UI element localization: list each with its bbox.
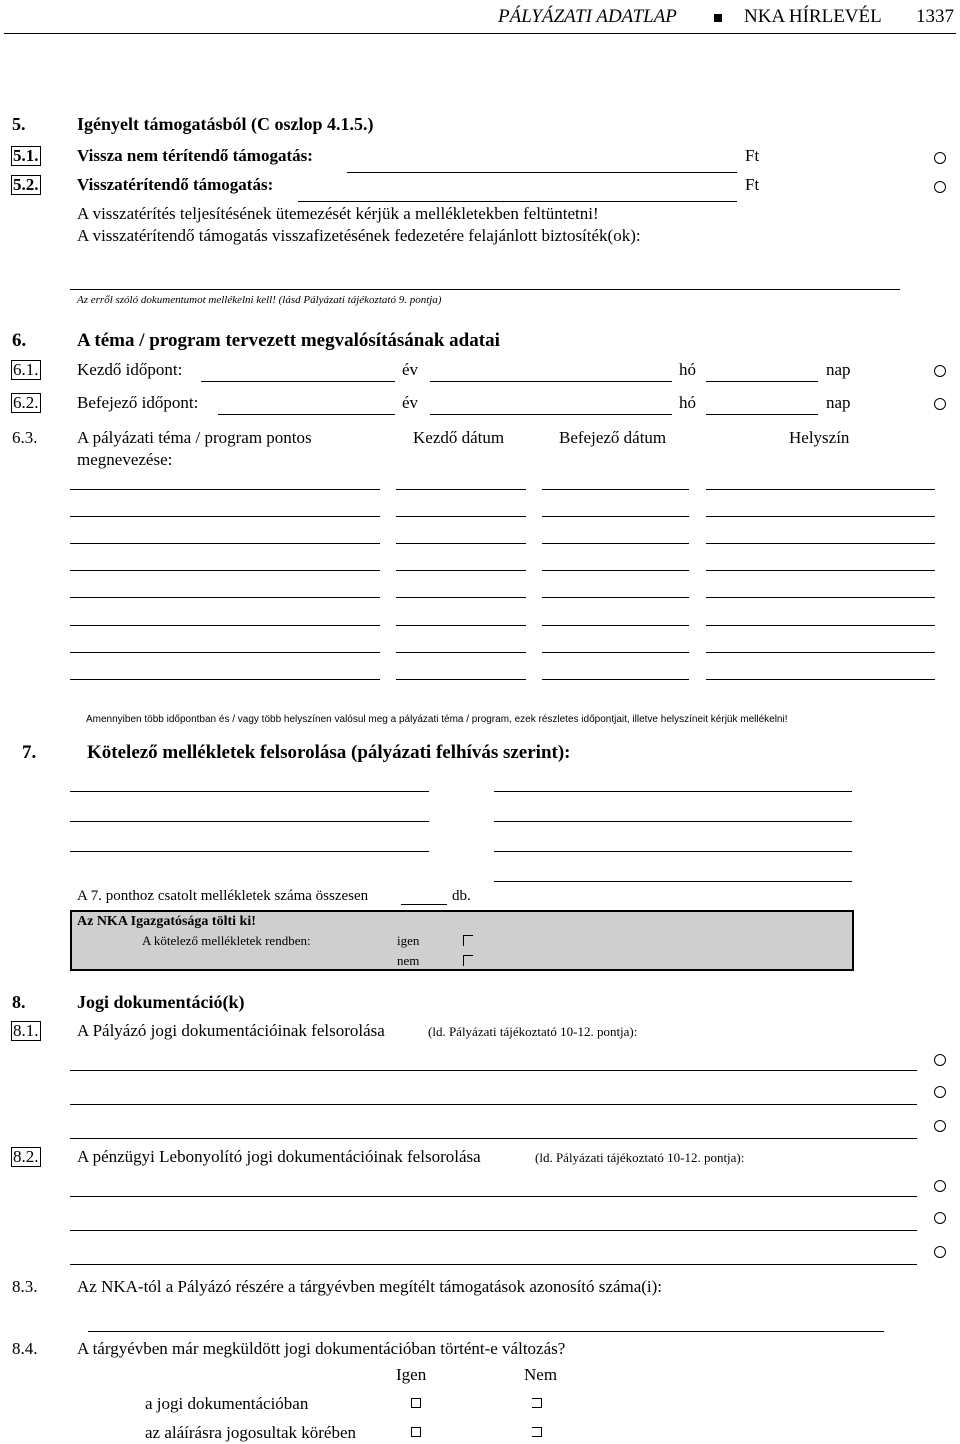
s6-note: Amennyiben több időpontban és / vagy több helyszínen valósul meg a pályázati téma / program, ezek részletes időpontjait, illetve helyszíneit kérjük mellékelni! — [86, 714, 788, 725]
nka-box-label: A kötelező mellékletek rendben: — [142, 933, 311, 948]
s8-4-docs-yes-checkbox[interactable] — [411, 1398, 421, 1408]
s8-2-field-1[interactable] — [70, 1196, 917, 1197]
s8-2-radio-1[interactable] — [934, 1180, 946, 1192]
s6-2-label: Befejező időpont: — [77, 393, 199, 412]
s8-3-number: 8.3. — [12, 1277, 38, 1296]
s8-4-col-yes: Igen — [396, 1365, 427, 1384]
s6-3-row-1-place-field[interactable] — [706, 489, 935, 490]
s8-4-col-no: Nem — [524, 1365, 558, 1384]
s6-2-month-field[interactable] — [430, 414, 672, 415]
s8-2-label: A pénzügyi Lebonyolító jogi dokumentációinak felsorolása — [77, 1147, 481, 1166]
s8-title: Jogi dokumentáció(k) — [77, 992, 245, 1012]
s6-3-row-4-end-field[interactable] — [542, 570, 689, 571]
s7-count-unit: db. — [452, 888, 471, 904]
s5-1-number: 5.1. — [13, 146, 39, 165]
s6-2-radio[interactable] — [934, 398, 946, 410]
s7-attachment-field-7[interactable] — [494, 881, 852, 882]
s6-3-row-3-start-field[interactable] — [396, 543, 526, 544]
s6-3-row-2-end-field[interactable] — [542, 516, 689, 517]
s7-count-label: A 7. ponthoz csatolt mellékletek száma összesen — [77, 888, 369, 904]
s6-3-row-2-place-field[interactable] — [706, 516, 935, 517]
s6-3-col-place: Helyszín — [789, 428, 850, 447]
nka-box-yes: igen — [397, 933, 420, 948]
s6-3-row-8-start-field[interactable] — [396, 679, 526, 680]
s5-1-label: Vissza nem térítendő támogatás: — [77, 146, 313, 165]
s6-3-row-8-end-field[interactable] — [542, 679, 689, 680]
s6-3-row-3-name-field[interactable] — [70, 543, 380, 544]
s6-1-number: 6.1. — [13, 360, 39, 379]
s8-3-label: Az NKA-tól a Pályázó részére a tárgyévben megítélt támogatások azonosító száma(i): — [77, 1277, 663, 1296]
s5-1-radio[interactable] — [934, 152, 946, 164]
s6-3-row-4-place-field[interactable] — [706, 570, 935, 571]
page-number: 1337 — [916, 6, 954, 27]
s8-4-signers-yes-checkbox[interactable] — [411, 1427, 421, 1437]
s6-3-number: 6.3. — [12, 428, 38, 447]
s6-3-row-7-start-field[interactable] — [396, 652, 526, 653]
s8-1-radio-2[interactable] — [934, 1086, 946, 1098]
s5-title: Igényelt támogatásból (C oszlop 4.1.5.) — [77, 114, 374, 134]
bullet-square-icon — [714, 14, 722, 22]
s6-1-day-field[interactable] — [706, 381, 818, 382]
s8-1-label: A Pályázó jogi dokumentációinak felsorolása — [77, 1021, 385, 1040]
s7-number: 7. — [22, 742, 37, 763]
s7-attachment-field-5[interactable] — [70, 851, 429, 852]
s5-1-amount-field[interactable] — [347, 172, 737, 173]
s6-3-row-1-end-field[interactable] — [542, 489, 689, 490]
header-right: NKA HÍRLEVÉL — [744, 6, 882, 27]
s6-3-col-name: A pályázati téma / program pontos — [77, 428, 312, 447]
s6-2-year-field[interactable] — [218, 414, 395, 415]
nka-no-checkbox[interactable] — [463, 955, 473, 966]
s5-1-unit: Ft — [745, 146, 760, 165]
s8-2-ref: (ld. Pályázati tájékoztató 10-12. pontja): — [535, 1150, 745, 1165]
s8-4-signers-no-checkbox[interactable] — [532, 1427, 542, 1437]
s8-1-number: 8.1. — [13, 1021, 39, 1040]
s8-2-number: 8.2. — [13, 1147, 39, 1166]
nka-yes-checkbox[interactable] — [463, 935, 473, 946]
s5-2-number: 5.2. — [13, 175, 39, 194]
s8-1-field-2[interactable] — [70, 1104, 917, 1105]
header-left: PÁLYÁZATI ADATLAP — [498, 6, 677, 27]
s8-1-field-1[interactable] — [70, 1070, 917, 1071]
s6-2-day-field[interactable] — [706, 414, 818, 415]
s6-1-year-label: év — [402, 360, 419, 379]
s6-title: A téma / program tervezett megvalósításának adatai — [77, 330, 500, 351]
s7-attachment-field-2[interactable] — [494, 791, 852, 792]
s6-1-label: Kezdő időpont: — [77, 360, 183, 379]
s6-3-row-3-end-field[interactable] — [542, 543, 689, 544]
s8-4-number: 8.4. — [12, 1339, 38, 1358]
s6-3-col-name-2: megnevezése: — [77, 450, 173, 469]
s6-3-row-7-name-field[interactable] — [70, 652, 380, 653]
s6-3-row-5-name-field[interactable] — [70, 597, 380, 598]
s6-3-row-4-name-field[interactable] — [70, 570, 380, 571]
s7-count-field[interactable] — [401, 904, 447, 905]
s5-note-guarantee: A visszatérítendő támogatás visszafizetésének fedezetére felajánlott biztosíték(ok): — [77, 226, 641, 245]
s6-3-row-1-name-field[interactable] — [70, 489, 380, 490]
s6-1-radio[interactable] — [934, 365, 946, 377]
s6-3-row-5-start-field[interactable] — [396, 597, 526, 598]
s8-1-ref: (ld. Pályázati tájékoztató 10-12. pontja): — [428, 1024, 638, 1039]
s7-title: Kötelező mellékletek felsorolása (pályázati felhívás szerint): — [87, 742, 571, 763]
s7-attachment-field-3[interactable] — [70, 821, 429, 822]
s5-2-radio[interactable] — [934, 181, 946, 193]
nka-box-no: nem — [397, 953, 420, 968]
s6-3-row-6-end-field[interactable] — [542, 625, 689, 626]
s6-2-month-label: hó — [679, 393, 696, 412]
s5-number: 5. — [12, 114, 26, 134]
s6-number: 6. — [12, 330, 27, 351]
s6-3-row-7-end-field[interactable] — [542, 652, 689, 653]
s5-note-attach: Az erről szóló dokumentumot mellékelni kell! (lásd Pályázati tájékoztató 9. pontja) — [77, 294, 442, 306]
s8-4-label: A tárgyévben már megküldött jogi dokumentációban történt-e változás? — [77, 1339, 566, 1358]
s5-guarantee-field[interactable] — [70, 289, 900, 290]
s6-2-year-label: év — [402, 393, 419, 412]
s8-3-field[interactable] — [88, 1331, 884, 1332]
s6-3-row-6-name-field[interactable] — [70, 625, 380, 626]
s8-4-row-signers: az aláírásra jogosultak körében — [145, 1423, 356, 1442]
s6-2-day-label: nap — [826, 393, 851, 412]
s8-4-row-docs: a jogi dokumentációban — [145, 1394, 309, 1413]
s8-2-field-2[interactable] — [70, 1230, 917, 1231]
s8-2-radio-2[interactable] — [934, 1212, 946, 1224]
s8-1-radio-3[interactable] — [934, 1120, 946, 1132]
s6-3-col-end: Befejező dátum — [559, 428, 667, 447]
s8-number: 8. — [12, 992, 26, 1012]
s5-2-unit: Ft — [745, 175, 760, 194]
s6-3-col-start: Kezdő dátum — [413, 428, 505, 447]
s6-3-row-5-place-field[interactable] — [706, 597, 935, 598]
s7-attachment-field-1[interactable] — [70, 791, 429, 792]
s6-1-year-field[interactable] — [201, 381, 395, 382]
s6-3-row-6-place-field[interactable] — [706, 625, 935, 626]
header-rule — [4, 33, 956, 34]
s8-2-field-3[interactable] — [70, 1264, 917, 1265]
s8-4-docs-no-checkbox[interactable] — [532, 1398, 542, 1408]
s7-attachment-field-6[interactable] — [494, 851, 852, 852]
s6-3-row-8-place-field[interactable] — [706, 679, 935, 680]
s6-2-number: 6.2. — [13, 393, 39, 412]
s5-note-schedule: A visszatérítés teljesítésének ütemezését kérjük a mellékletekben feltüntetni! — [77, 204, 599, 223]
s6-3-row-8-name-field[interactable] — [70, 679, 380, 680]
s8-1-field-3[interactable] — [70, 1138, 917, 1139]
s8-2-radio-3[interactable] — [934, 1246, 946, 1258]
s6-1-month-field[interactable] — [430, 381, 672, 382]
s6-3-row-3-place-field[interactable] — [706, 543, 935, 544]
s6-3-row-2-name-field[interactable] — [70, 516, 380, 517]
s6-3-row-4-start-field[interactable] — [396, 570, 526, 571]
s6-1-month-label: hó — [679, 360, 696, 379]
nka-box-title: Az NKA Igazgatósága tölti ki! — [77, 914, 256, 929]
s7-attachment-field-4[interactable] — [494, 821, 852, 822]
s6-3-row-6-start-field[interactable] — [396, 625, 526, 626]
s6-3-row-1-start-field[interactable] — [396, 489, 526, 490]
s6-1-day-label: nap — [826, 360, 851, 379]
s5-2-amount-field[interactable] — [298, 201, 737, 202]
s5-2-label: Visszatérítendő támogatás: — [77, 175, 274, 194]
s8-1-radio-1[interactable] — [934, 1054, 946, 1066]
s6-3-row-2-start-field[interactable] — [396, 516, 526, 517]
s6-3-row-7-place-field[interactable] — [706, 652, 935, 653]
s6-3-row-5-end-field[interactable] — [542, 597, 689, 598]
